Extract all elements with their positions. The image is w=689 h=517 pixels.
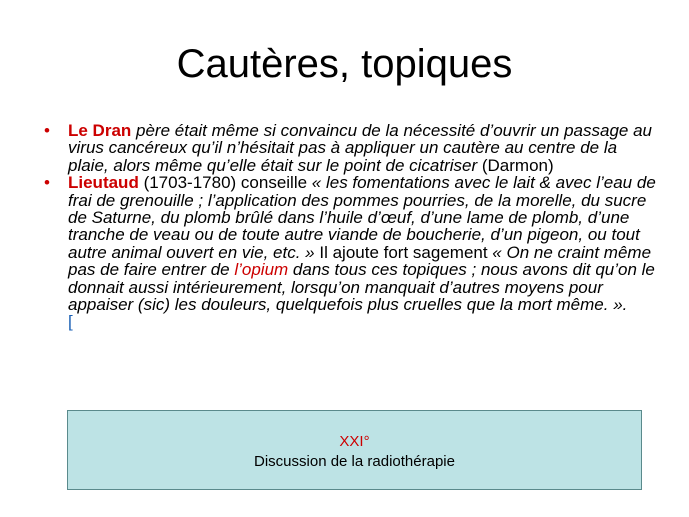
quote-two-end: dans tous ces topiques ; nous avons dit qu’on le donnait aussi intérieurement, lorsqu’on manquait d’autres moyens pour appaiser (sic) les douleurs, quelquefois plus cruelles que la mort même. ». [68, 260, 655, 315]
author-dates: (1703-1780) conseille [138, 173, 312, 193]
highlight-word: l’opium [234, 260, 289, 280]
bullet-list [44, 122, 656, 331]
bullet-icon: • [44, 121, 50, 140]
bullet-item-lieutaud [44, 174, 656, 331]
chapter-number: XXI° [339, 433, 370, 450]
bullet-item-le-dran [44, 122, 656, 174]
bullet-text: père était même si convaincu de la nécessité d’ouvrir un passage au virus cancéreux qu’il n’hésitait pas à appliquer un cautère au centre de la plaie, alors même qu’elle était sur le point de cicatriser [68, 121, 652, 175]
slide-title: Cautères, topiques [176, 42, 513, 86]
citation: (Darmon) [477, 155, 554, 175]
chapter-title: Discussion de la radiothérapie [254, 453, 455, 470]
author-name: Le Dran [68, 121, 132, 140]
chapter-box [67, 410, 642, 490]
bridge-text: Il ajoute fort sagement [314, 242, 493, 262]
hyperlink-mark[interactable]: [ [68, 312, 73, 332]
bullet-icon: • [44, 173, 50, 193]
quote-two-start: « On ne craint même pas de faire entrer de [68, 242, 652, 280]
author-name: Lieutaud [68, 173, 139, 193]
quote-one: « les fomentations avec le lait & avec l’eau de frai de grenouille ; l’application des pommes pourries, de la morelle, du sucre de Saturne, du plomb brûlé dans l’huile d’œuf, d’une lame de plomb, d’une tranche de veau ou de toute autre viande de boucherie, d’un pigeon, ou tout autre animal ouvert en vie, etc. » [68, 173, 656, 262]
